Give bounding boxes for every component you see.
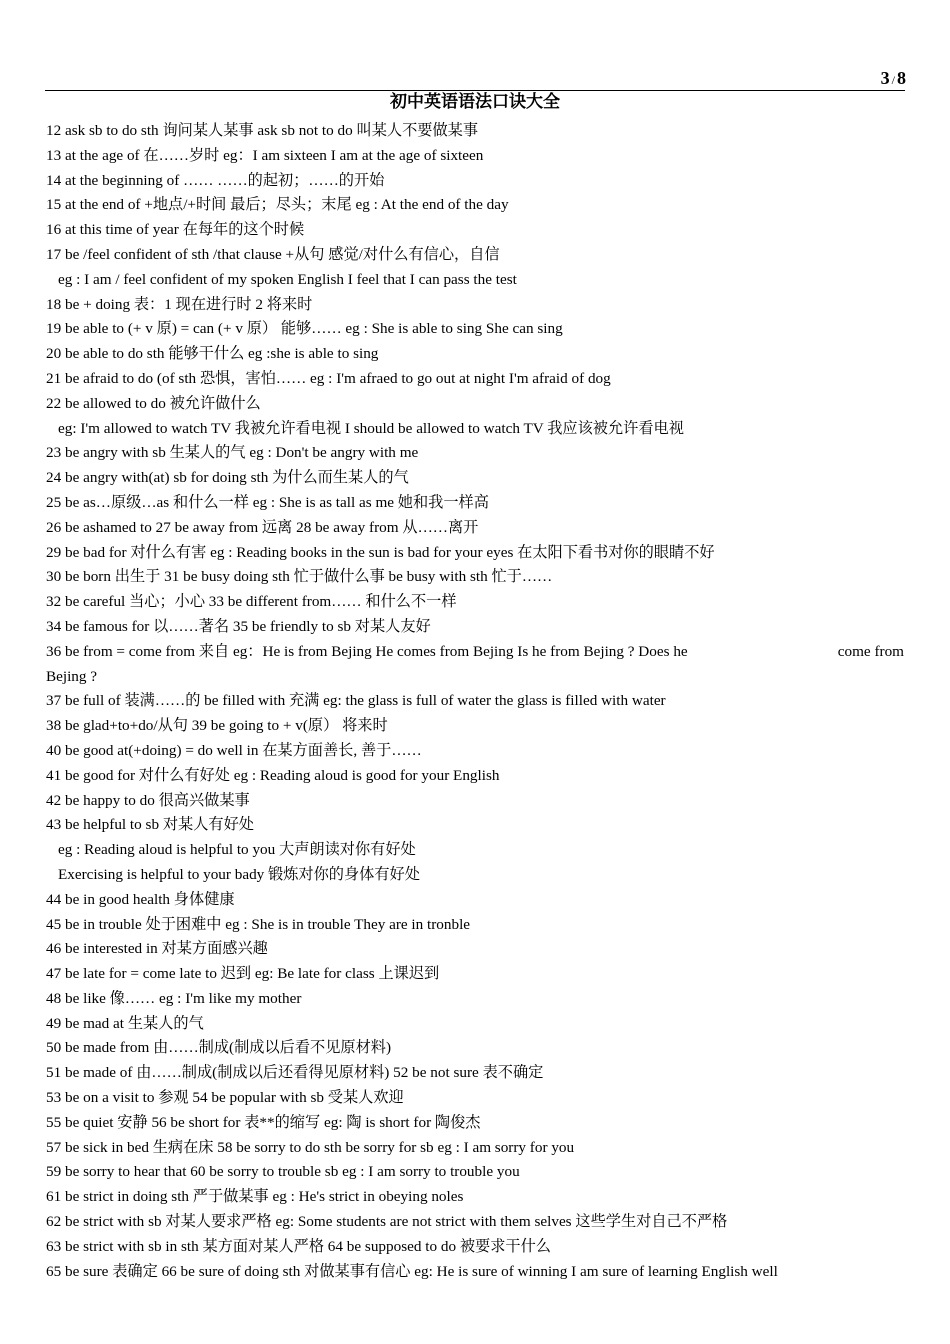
text-line: 22 be allowed to do 被允许做什么 xyxy=(46,394,261,412)
text-line: 16 at this time of year 在每年的这个时候 xyxy=(46,221,305,239)
page-number xyxy=(881,68,906,89)
text-line: 24 be angry with(at) sb for doing sth 为什么而生某人的气 xyxy=(46,469,409,487)
text-line: 42 be happy to do 很高兴做某事 xyxy=(46,791,250,809)
text-line: 47 be late for = come late to 迟到 eg: Be late for class 上课迟到 xyxy=(46,965,440,983)
text-line: 51 be made of 由……制成(制成以后还看得见原材料) 52 be not sure 表不确定 xyxy=(46,1064,544,1082)
text-line: 63 be strict with sb in sth 某方面对某人严格 64 be supposed to do 被要求干什么 xyxy=(46,1237,551,1255)
text-line: 45 be in trouble 处于困难中 eg : She is in trouble They are in tronble xyxy=(46,915,471,933)
text-line: 34 be famous for 以……著名 35 be friendly to sb 对某人友好 xyxy=(46,617,431,635)
text-line: 29 be bad for 对什么有害 eg : Reading books in the sun is bad for your eyes 在太阳下看书对你的眼睛不好 xyxy=(46,543,715,561)
text-line: 49 be mad at 生某人的气 xyxy=(46,1014,204,1032)
text-line: 55 be quiet 安静 56 be short for 表**的缩写 eg: 陶 is short for 陶俊杰 xyxy=(46,1113,481,1131)
text-line: 17 be /feel confident of sth /that clause +从句 感觉/对什么有信心，自信 xyxy=(46,245,500,263)
text-line: 62 be strict with sb 对某人要求严格 eg: Some students are not strict with them selves 这些学生对自己不严格 xyxy=(46,1213,728,1231)
text-line: 38 be glad+to+do/从句 39 be going to + v(原） 将来时 xyxy=(46,717,388,735)
text-line: 40 be good at(+doing) = do well in 在某方面善长, 善于…… xyxy=(46,741,422,759)
text-line: 23 be angry with sb 生某人的气 eg : Don't be angry with me xyxy=(46,444,419,462)
text-line: 53 be on a visit to 参观 54 be popular with sb 受某人欢迎 xyxy=(46,1089,404,1107)
text-line: 61 be strict in doing sth 严于做某事 eg : He's strict in obeying noles xyxy=(46,1188,464,1206)
text-line: Exercising is helpful to your bady 锻炼对你的身体有好处 xyxy=(58,865,420,883)
text-line: 48 be like 像…… eg : I'm like my mother xyxy=(46,989,302,1007)
text-line: eg: I'm allowed to watch TV 我被允许看电视 I should be allowed to watch TV 我应该被允许看电视 xyxy=(58,419,684,437)
text-line-part: come from xyxy=(837,642,904,660)
page-current: 3 xyxy=(880,68,890,88)
text-line: 15 at the end of +地点/+时间 最后；尽头；末尾 eg : At the end of the day xyxy=(46,196,509,214)
text-line: 13 at the age of 在……岁时 eg：I am sixteen I am at the age of sixteen xyxy=(46,146,484,164)
text-line: 44 be in good health 身体健康 xyxy=(46,890,235,908)
document-title: 初中英语语法口诀大全 xyxy=(390,92,560,111)
text-line: 26 be ashamed to 27 be away from 远离 28 be away from 从……离开 xyxy=(46,518,479,536)
text-line: 59 be sorry to hear that 60 be sorry to trouble sb eg : I am sorry to trouble you xyxy=(46,1163,520,1181)
text-line-part: 36 be from = come from 来自 eg：He is from Bejing He comes from Bejing Is he from Bejing ? Does he xyxy=(46,642,688,660)
page-separator: / xyxy=(891,73,895,87)
text-line: 65 be sure 表确定 66 be sure of doing sth 对做某事有信心 eg: He is sure of winning I am sure of learning English well xyxy=(46,1262,778,1280)
text-line: 46 be interested in 对某方面感兴趣 xyxy=(46,940,268,958)
text-line: 43 be helpful to sb 对某人有好处 xyxy=(46,816,254,834)
text-line: eg : I am / feel confident of my spoken English I feel that I can pass the test xyxy=(58,270,517,288)
text-line: 32 be careful 当心；小心 33 be different from…… 和什么不一样 xyxy=(46,593,457,611)
text-line: 50 be made from 由……制成(制成以后看不见原材料) xyxy=(46,1039,392,1057)
text-line: 14 at the beginning of …… ……的起初；……的开始 xyxy=(46,171,385,189)
text-line: 21 be afraid to do (of sth 恐惧，害怕…… eg : I'm afraed to go out at night I'm afraid of dog xyxy=(46,369,611,387)
text-line: 20 be able to do sth 能够干什么 eg :she is able to sing xyxy=(46,345,379,363)
text-line: 57 be sick in bed 生病在床 58 be sorry to do sth be sorry for sb eg : I am sorry for you xyxy=(46,1138,575,1156)
text-line: 30 be born 出生于 31 be busy doing sth 忙于做什么事 be busy with sth 忙于…… xyxy=(46,568,553,586)
text-line: eg : Reading aloud is helpful to you 大声朗读对你有好处 xyxy=(58,841,416,859)
document-body xyxy=(46,119,904,1284)
text-line: 19 be able to (+ v 原) = can (+ v 原） 能够…… eg : She is able to sing She can sing xyxy=(46,320,563,338)
text-line: 12 ask sb to do sth 询问某人某事 ask sb not to do 叫某人不要做某事 xyxy=(46,122,479,139)
text-line: 37 be full of 装满……的 be filled with 充满 eg: the glass is full of water the glass is filled with water xyxy=(46,692,666,710)
text-line: 18 be + doing 表：1 现在进行时 2 将来时 xyxy=(46,295,313,313)
text-line: 41 be good for 对什么有好处 eg : Reading aloud is good for your English xyxy=(46,766,500,784)
text-line: Bejing ? xyxy=(46,667,98,685)
text-line xyxy=(46,640,904,665)
page-total: 8 xyxy=(897,68,906,88)
text-line: 25 be as…原级…as 和什么一样 eg : She is as tall as me 她和我一样高 xyxy=(46,493,489,511)
